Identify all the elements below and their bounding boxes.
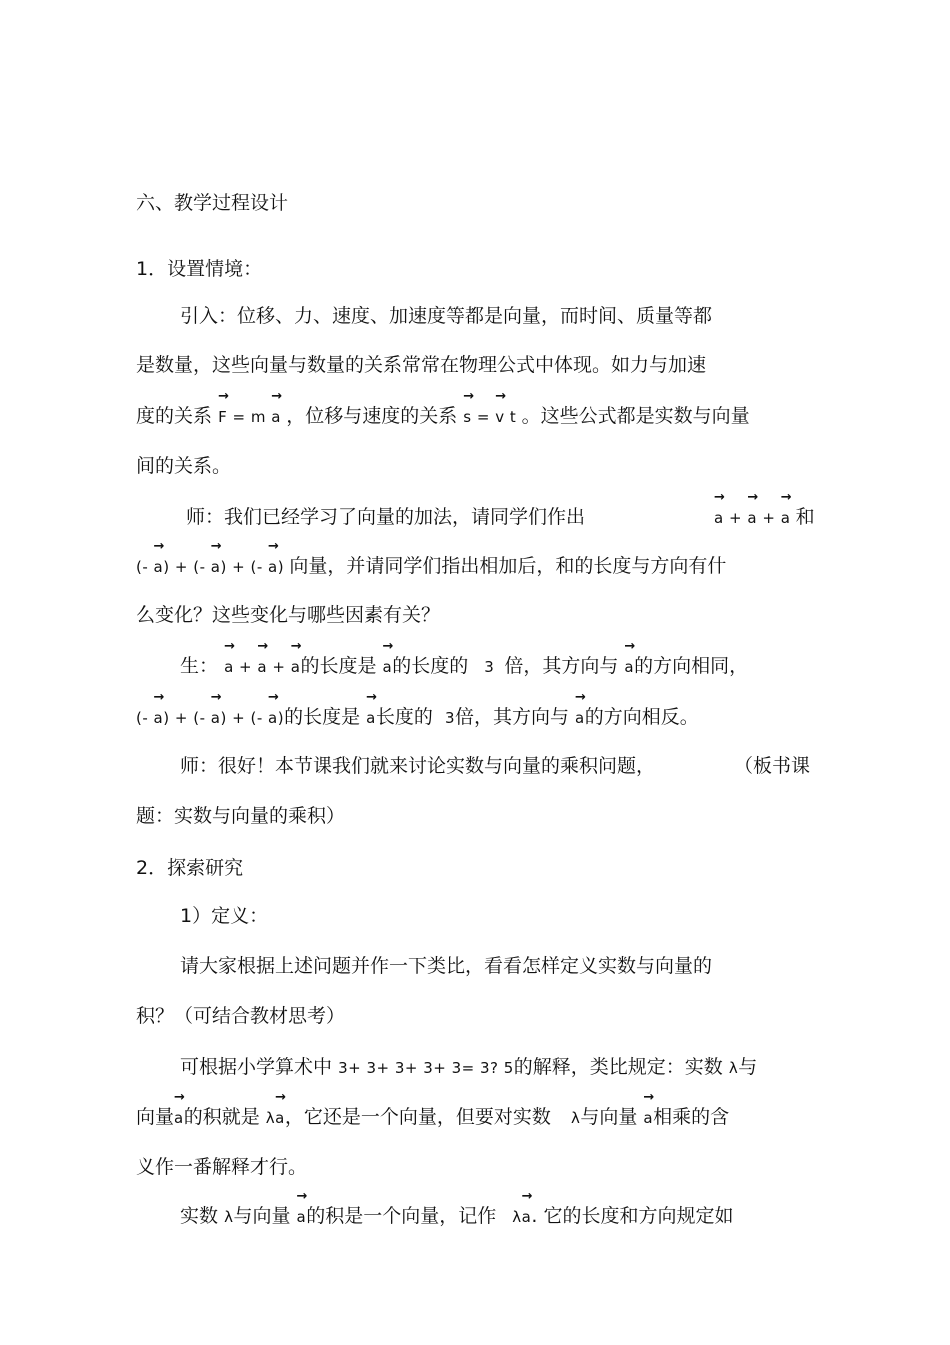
text-run: 的方向相同，	[634, 655, 749, 677]
formula-part: )	[220, 558, 227, 576]
text-run: 相乘的含	[653, 1106, 730, 1128]
text-run: 长度的	[375, 706, 433, 728]
vector-a: → a	[383, 655, 393, 679]
formula-part: (-	[250, 709, 263, 727]
formula-part: (-	[136, 558, 149, 576]
teacher-line-2	[136, 554, 726, 578]
rule-line-1	[180, 1055, 757, 1079]
vector-a: → a	[154, 706, 164, 730]
text-run: 向量，并请同学们指出相加后，和的长度与方向有什	[289, 555, 727, 577]
question-line-1: 请大家根据上述问题并作一下类比，看看怎样定义实数与向量的	[180, 955, 713, 977]
vector-a: → a	[624, 655, 634, 679]
lambda-symbol: λ	[512, 1208, 522, 1226]
text-run: 与向量	[233, 1205, 291, 1227]
vector-a: → a	[747, 506, 757, 530]
plus-sign: +	[174, 558, 188, 576]
formula-part: (-	[193, 709, 206, 727]
rule-line-2	[136, 1105, 729, 1129]
vector-a: → a	[224, 655, 234, 679]
formula-part: (-	[136, 709, 149, 727]
lambda-symbol: λ	[570, 1109, 581, 1127]
text-run: 倍，其方向与	[504, 655, 619, 677]
vector-a: → a	[643, 1106, 653, 1130]
final-line	[180, 1204, 733, 1228]
vector-sum-expression	[714, 505, 815, 529]
vector-a: → a	[174, 1106, 184, 1130]
intro-paragraph-line: 引入：位移、力、速度、加速度等都是向量，而时间、质量等都	[180, 305, 713, 327]
subsection-title-2: 2．探索研究	[136, 857, 244, 879]
text-run: 师：我们已经学习了向量的加法，请同学们作出	[186, 506, 586, 528]
text-run: 的积是一个向量，记作	[306, 1205, 497, 1227]
text-run: . 它的长度和方向规定如	[531, 1205, 734, 1227]
plus-sign: +	[174, 709, 188, 727]
text-run: 的长度的	[392, 655, 469, 677]
plus-sign: +	[232, 558, 246, 576]
lambda-symbol: λ	[224, 1208, 234, 1226]
definition-title: 1）定义：	[180, 905, 269, 927]
text-run: 的积就是	[183, 1106, 260, 1128]
text-run: 和	[795, 506, 815, 528]
text-run: 倍，其方向与	[454, 706, 569, 728]
vector-a: → a	[714, 506, 724, 530]
plus-sign: +	[728, 509, 743, 527]
vector-v: → v	[495, 405, 504, 429]
teacher-line-1	[186, 505, 585, 529]
teacher-line-4: 师：很好！本节课我们就来讨论实数与向量的乘积问题，	[180, 755, 656, 777]
arithmetic-expression: 3+ 3+ 3+ 3+ 3= 3? 5	[338, 1059, 514, 1077]
text-run: 可根据小学算术中	[180, 1056, 333, 1078]
teacher-line-3: 么变化？这些变化与哪些因素有关？	[136, 604, 441, 626]
vector-a: → a	[211, 706, 221, 730]
vector-a: → a	[271, 405, 281, 429]
speaker-label: 生：	[180, 655, 219, 677]
subsection-title-1: 1．设置情境：	[136, 258, 263, 280]
formula-part: = m	[232, 408, 266, 426]
formula-part: =	[476, 408, 490, 426]
plus-sign: +	[232, 709, 246, 727]
vector-a: → a	[781, 506, 791, 530]
vector-a: → a	[575, 706, 585, 730]
text-run: 的解释，类比规定：实数	[513, 1056, 723, 1078]
plus-sign: +	[272, 658, 286, 676]
teacher-line-5: 题：实数与向量的乘积）	[136, 805, 346, 827]
formula-displacement	[463, 408, 521, 426]
text-run: 与	[738, 1056, 758, 1078]
text-run: 。这些公式都是实数与向量	[521, 405, 750, 427]
formula-part: )	[220, 709, 227, 727]
text-run: 实数	[180, 1205, 219, 1227]
text-run: 的长度是	[284, 706, 361, 728]
vector-a: → a	[257, 655, 267, 679]
text-run: 度的关系	[136, 405, 213, 427]
formula-part: (-	[193, 558, 206, 576]
text-run: ，它还是一个向量，但要对实数	[284, 1106, 551, 1128]
formula-part: )	[277, 558, 285, 576]
lambda-symbol: λ	[265, 1109, 276, 1127]
formula-force	[218, 408, 286, 426]
plus-sign: +	[239, 658, 253, 676]
vector-a: → a	[291, 655, 301, 679]
intro-paragraph-line: 间的关系。	[136, 455, 232, 477]
text-run: 的方向相反。	[584, 706, 699, 728]
number-three: 3	[484, 658, 495, 676]
intro-formula-line	[136, 404, 750, 428]
number-three: 3	[444, 709, 455, 727]
negative-vector-sum	[136, 558, 289, 576]
lambda-symbol: λ	[728, 1059, 739, 1077]
negative-vector-sum	[136, 709, 284, 727]
vector-a: → a	[268, 706, 278, 730]
formula-part: t	[509, 408, 517, 426]
vector-a: → a	[366, 706, 376, 730]
formula-part: )	[163, 709, 170, 727]
vector-a: → a	[522, 1205, 532, 1229]
vector-a: → a	[297, 1205, 307, 1229]
student-line-2	[136, 705, 699, 729]
vector-a: → a	[154, 555, 164, 579]
vector-a: → a	[211, 555, 221, 579]
text-run: 向量	[136, 1106, 175, 1128]
formula-part: (-	[250, 558, 263, 576]
rule-line-3: 义作一番解释才行。	[136, 1156, 308, 1178]
text-run: ，位移与速度的关系	[286, 405, 458, 427]
section-heading: 六、教学过程设计	[136, 192, 289, 214]
vector-a: → a	[268, 555, 278, 579]
text-run: 与向量	[580, 1106, 638, 1128]
intro-paragraph-line: 是数量，这些向量与数量的关系常常在物理公式中体现。如力与加速	[136, 354, 707, 376]
text-run: 的长度是	[300, 655, 377, 677]
formula-part: )	[277, 709, 285, 727]
question-line-2: 积？（可结合教材思考）	[136, 1005, 346, 1027]
plus-sign: +	[762, 509, 776, 527]
vector-F: → F	[218, 405, 227, 429]
teacher-line-4-end: （板书课	[734, 755, 811, 777]
vector-s: → s	[463, 405, 471, 429]
formula-part: )	[163, 558, 170, 576]
student-line-1	[180, 654, 748, 678]
vector-a: → a	[275, 1106, 285, 1130]
